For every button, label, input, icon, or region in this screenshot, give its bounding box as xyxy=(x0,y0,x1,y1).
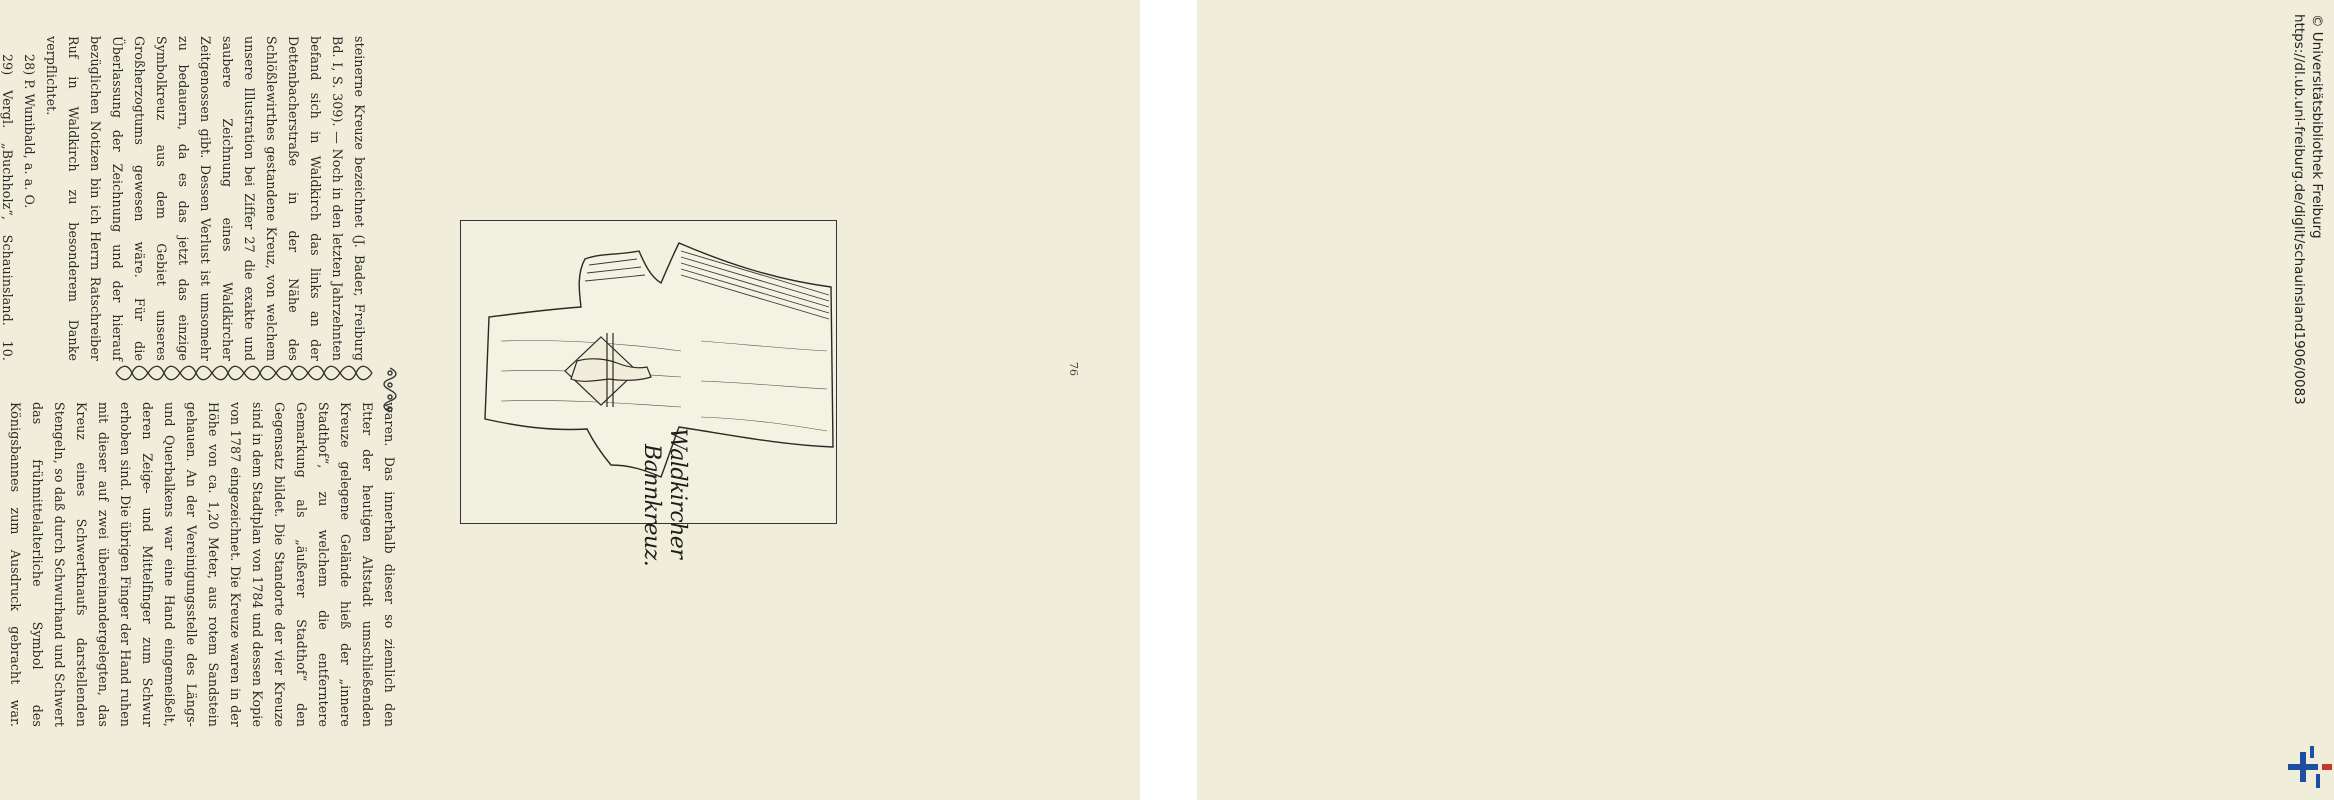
ornament-band-icon xyxy=(114,362,380,384)
ub-freiburg-logo-icon xyxy=(2288,746,2334,790)
footnote-29: 29) Vergl. „Buchholz“, Schauinsland. 10. xyxy=(0,54,15,361)
library-sidebar xyxy=(1140,0,2325,800)
copyright-notice: © Universitätsbibliothek Freiburg xyxy=(2309,14,2325,239)
caption-line-2: Bannkreuz. xyxy=(639,444,664,567)
left-paragraph: waren. Das innerhalb dieser so ziemlich den Etter der heutigen Altstadt umschließenden Kreuze gelegene Gelände hieß der „innere Stadthof“, zu welchem die entferntere Gemarkung als „äußerer Stadthof“ den Gegensatz bildet. Die Standorte der vier Kreuze sind in dem Stadtplan von 1784 und dessen Kopie von 1787 eingezeichnet. Die Kreuze waren in der Höhe von ca. 1,20 Meter, aus rotem Sandstein gehauen. An der Vereinigungsstelle des Längs- und Querbalkens war eine Hand eingemeißelt, deren Zeige- und Mittelfinger zum Schwur erhoben sind. Die übrigen Finger der Hand ruhen mit dieser auf zwei übereinandergelegten, das Kreuz eines Schwertknaufs darstellenden Stengeln, so daß durch Schwurhand und Schwert das frühmittelalterliche Symbol des Königsbannes zum Ausdruck gebracht war. xyxy=(8,402,397,727)
footnote-28: 28) P. Wunibald, a. a. O. xyxy=(22,54,37,209)
caption-line-1: Waldkircher xyxy=(665,428,690,559)
permalink-url[interactable]: https://dl.ub.uni-freiburg.de/diglit/schauinsland1906/0083 xyxy=(2291,14,2307,405)
left-text-column xyxy=(0,402,400,727)
scanned-page xyxy=(0,0,1140,800)
page-number: 76 xyxy=(1067,362,1080,376)
right-paragraph-main: steinerne Kreuze bezeichnet (J. Bader, Freiburg Bd. I, S. 309). — Noch in den letzten Jahrzehnten befand sich in Waldkirch das links an der Dettenbacherstraße in der Nähe des Schlößlewirthes gestandene Kreuz, von welchem unsere Illustration bei Ziffer 27 die exakte und saubere Zeichnung eines Waldkircher Zeitgenossen gibt. Dessen Verlust ist umsomehr zu bedauern, da es das jetzt das einzige Symbolkreuz aus dem Gebiet unseres Großherzogtums gewesen wäre. Für die Überlassung der Zeichnung und der hierauf bezüglichen Notizen bin ich Herrn Ratschreiber Ruf in Waldkirch zu besonderem Danke verpflichtet. xyxy=(44,36,367,361)
right-text-column xyxy=(0,36,370,361)
figure-caption xyxy=(638,428,690,567)
